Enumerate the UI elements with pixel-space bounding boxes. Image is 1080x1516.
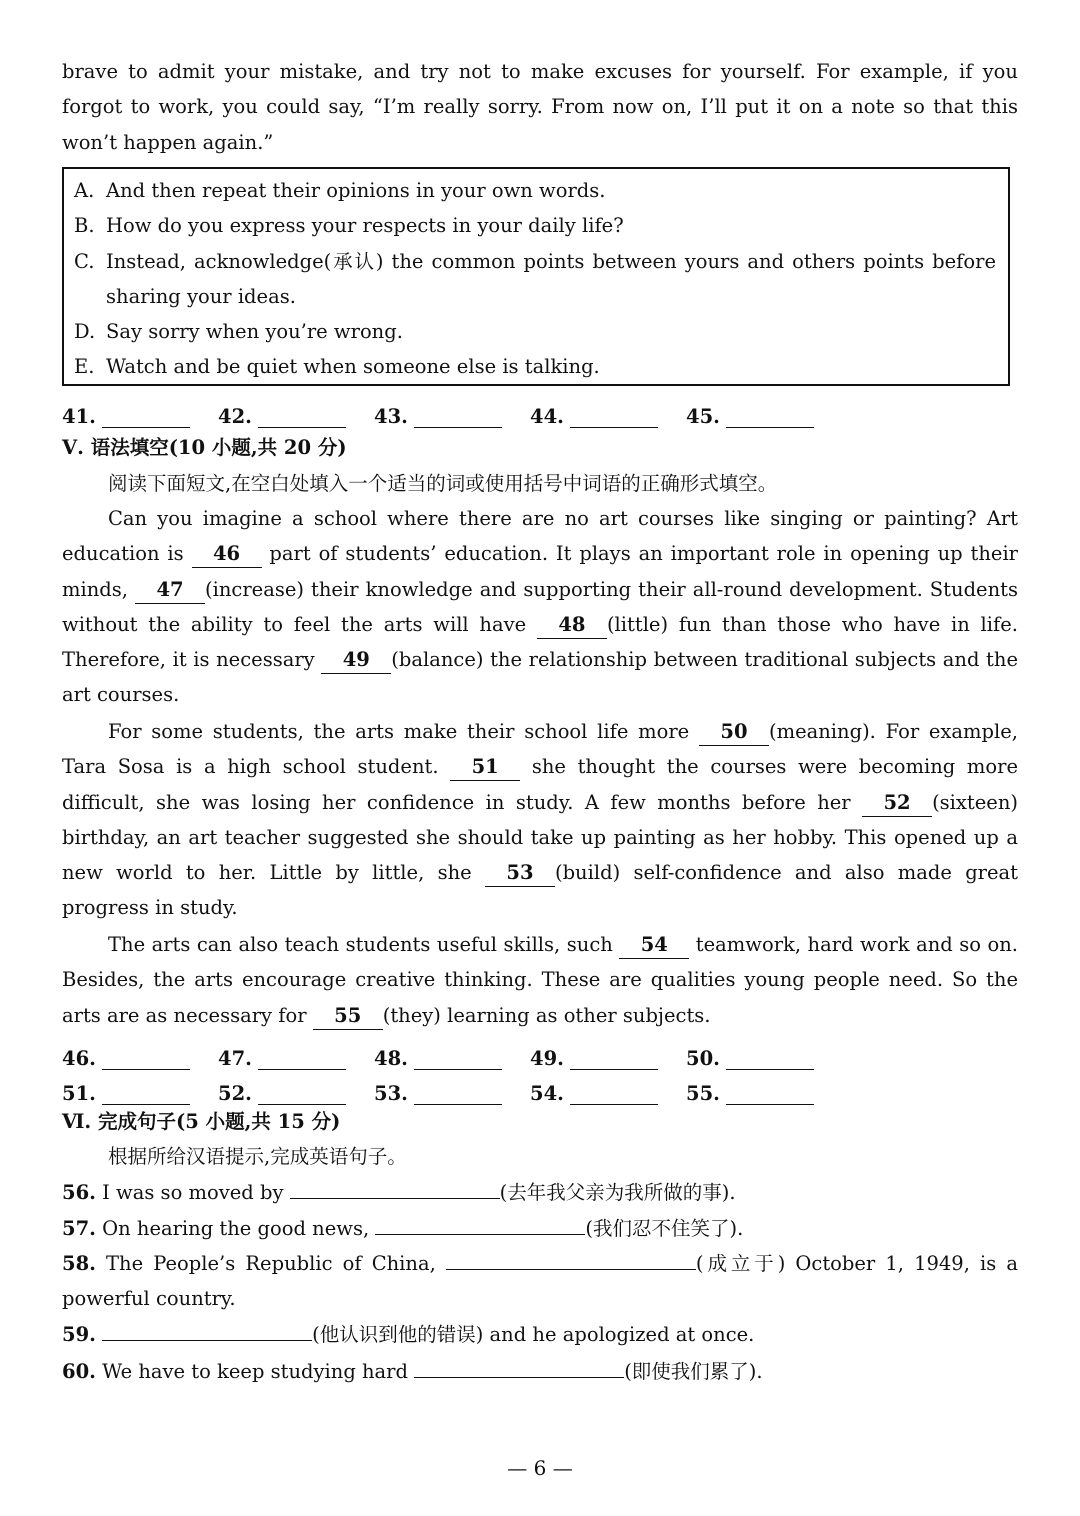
option-label: C. <box>74 249 95 273</box>
answer-blank[interactable] <box>102 403 190 428</box>
option-label: E. <box>74 355 95 379</box>
answer-number: 49. <box>530 1047 564 1070</box>
option-c <box>74 244 996 315</box>
passage-text: (increase) their knowledge and supporting their all-round development. Students without the ability to feel the arts will have <box>62 577 1018 636</box>
cloze-blank-52[interactable]: 52 <box>862 790 932 817</box>
answer-blank[interactable] <box>726 403 814 428</box>
passage-text: (meaning). For example, Tara Sosa is a high school student. <box>62 720 1018 779</box>
answer-blank[interactable] <box>446 1245 696 1270</box>
chinese-hint: (他认识到他的错误) and he apologized at once. <box>312 1323 755 1346</box>
cloze-blank-51[interactable]: 51 <box>450 754 520 781</box>
passage-text: she thought the courses were becoming more difficult, she was losing her confidence in study. A few months before her <box>62 755 1018 814</box>
option-label: B. <box>74 214 95 238</box>
answer-row-51-55 <box>62 1073 862 1105</box>
passage-text: (sixteen) birthday, an art teacher suggested she should take up painting as her hobby. This opened up a new world to her. Little by little, she <box>62 790 1018 885</box>
answer-row-41-45 <box>62 396 862 428</box>
option-text: Watch and be quiet when someone else is talking. <box>106 355 600 379</box>
answer-slot-45 <box>686 403 842 428</box>
question-number: 60. <box>62 1360 96 1383</box>
answer-slot-52 <box>218 1080 374 1105</box>
cloze-blank-54[interactable]: 54 <box>619 932 689 959</box>
question-59 <box>62 1316 1018 1352</box>
answer-number: 53. <box>374 1082 408 1105</box>
passage-text: The arts can also teach students useful skills, such <box>108 933 620 956</box>
option-text: Instead, acknowledge(承认) the common points between yours and others points before sharing your ideas. <box>106 249 996 308</box>
answer-slot-55 <box>686 1080 842 1105</box>
section-5-heading: Ⅴ. 语法填空(10 小题,共 20 分) <box>62 436 347 459</box>
passage-text: (build) self-confidence and also made great progress in study. <box>62 861 1018 920</box>
question-number: 58. <box>62 1252 96 1275</box>
question-56 <box>62 1174 1018 1210</box>
answer-blank[interactable] <box>570 1045 658 1070</box>
cloze-blank-48[interactable]: 48 <box>537 612 607 639</box>
cloze-paragraph-3 <box>62 927 1018 1033</box>
option-b <box>74 208 996 243</box>
answer-blank[interactable] <box>102 1316 312 1341</box>
question-text: On hearing the good news, <box>95 1217 376 1240</box>
section-5-instruction: 阅读下面短文,在空白处填入一个适当的词或使用括号中词语的正确形式填空。 <box>108 472 778 495</box>
passage-text: part of students’ education. It plays an important role in opening up their minds, <box>62 542 1018 601</box>
chinese-hint: (成立于) October 1, 1949, is a powerful country. <box>62 1252 1018 1311</box>
question-number: 59. <box>62 1323 96 1346</box>
answer-number: 52. <box>218 1082 252 1105</box>
passage-text: (little) fun than those who have in life. Therefore, it is necessary <box>62 612 1018 672</box>
answer-number: 55. <box>686 1082 720 1105</box>
answer-number: 48. <box>374 1047 408 1070</box>
answer-blank[interactable] <box>102 1080 190 1105</box>
cloze-blank-50[interactable]: 50 <box>699 719 769 746</box>
answer-blank[interactable] <box>414 1080 502 1105</box>
option-e <box>74 349 996 384</box>
answer-slot-53 <box>374 1080 530 1105</box>
passage-text: For some students, the arts make their school life more <box>108 720 699 743</box>
question-number: 56. <box>62 1181 96 1204</box>
answer-number: 54. <box>530 1082 564 1105</box>
option-text: How do you express your respects in your daily life? <box>106 214 624 238</box>
cloze-blank-55[interactable]: 55 <box>313 1003 383 1030</box>
option-label: D. <box>74 320 96 344</box>
chinese-hint: (即使我们累了). <box>624 1360 763 1383</box>
answer-slot-43 <box>374 403 530 428</box>
section-6-instruction: 根据所给汉语提示,完成英语句子。 <box>108 1145 407 1168</box>
answer-number: 45. <box>686 405 720 428</box>
question-58 <box>62 1245 1018 1317</box>
cloze-paragraph-2 <box>62 714 1018 926</box>
passage-text: (balance) the relationship between traditional subjects and the art courses. <box>62 648 1018 707</box>
answer-slot-44 <box>530 403 686 428</box>
answer-number: 50. <box>686 1047 720 1070</box>
chinese-hint: (去年我父亲为我所做的事). <box>499 1181 736 1204</box>
answer-number: 46. <box>62 1047 96 1070</box>
passage-text: teamwork, hard work and so on. Besides, the arts encourage creative thinking. These are qualities young people need. So the arts are as necessary for <box>62 933 1019 1027</box>
option-d <box>74 314 996 349</box>
answer-blank[interactable] <box>258 1045 346 1070</box>
option-text: Say sorry when you’re wrong. <box>106 320 403 344</box>
answer-number: 51. <box>62 1082 96 1105</box>
answer-blank[interactable] <box>414 1045 502 1070</box>
question-60 <box>62 1353 1018 1389</box>
answer-blank[interactable] <box>726 1045 814 1070</box>
answer-slot-46 <box>62 1045 218 1070</box>
page-number: — 6 — <box>507 1456 573 1480</box>
answer-slot-54 <box>530 1080 686 1105</box>
answer-slot-41 <box>62 403 218 428</box>
answer-number: 44. <box>530 405 564 428</box>
passage-text: (they) learning as other subjects. <box>382 1003 711 1027</box>
intro-paragraph: brave to admit your mistake, and try not to make excuses for yourself. For example, if you forgot to work, you could say, “I’m really sorry. From now on, I’ll put it on a note so that this won’t happen again.” <box>62 60 1018 154</box>
option-a <box>74 173 996 208</box>
answer-number: 43. <box>374 405 408 428</box>
answer-number: 41. <box>62 405 96 428</box>
question-text: We have to keep studying hard <box>95 1360 415 1383</box>
option-text: And then repeat their opinions in your own words. <box>106 179 606 202</box>
cloze-blank-53[interactable]: 53 <box>485 860 555 887</box>
option-label: A. <box>74 179 95 202</box>
answer-blank[interactable] <box>102 1045 190 1070</box>
question-57 <box>62 1210 1018 1246</box>
answer-slot-48 <box>374 1045 530 1070</box>
answer-row-46-50 <box>62 1038 862 1070</box>
section-6-heading: Ⅵ. 完成句子(5 小题,共 15 分) <box>62 1110 341 1133</box>
answer-blank[interactable] <box>570 403 658 428</box>
answer-number: 42. <box>218 405 252 428</box>
answer-blank[interactable] <box>258 1080 346 1105</box>
question-text: I was so moved by <box>95 1181 290 1204</box>
question-text: The People’s Republic of China, <box>95 1252 446 1275</box>
cloze-paragraph-1 <box>62 501 1018 713</box>
answer-number: 47. <box>218 1047 252 1070</box>
answer-blank[interactable] <box>414 403 502 428</box>
question-number: 57. <box>62 1217 96 1240</box>
cloze-blank-49[interactable]: 49 <box>321 647 391 674</box>
passage-text: Can you imagine a school where there are no art courses like singing or painting? Art education is <box>62 507 1018 566</box>
answer-slot-51 <box>62 1080 218 1105</box>
answer-blank[interactable] <box>375 1210 585 1235</box>
answer-blank[interactable] <box>570 1080 658 1105</box>
answer-slot-49 <box>530 1045 686 1070</box>
cloze-blank-47[interactable]: 47 <box>135 577 205 604</box>
chinese-hint: (我们忍不住笑了). <box>585 1217 744 1240</box>
answer-slot-50 <box>686 1045 842 1070</box>
options-box <box>62 167 1010 386</box>
cloze-blank-46[interactable]: 46 <box>192 541 262 568</box>
answer-slot-47 <box>218 1045 374 1070</box>
answer-slot-42 <box>218 403 374 428</box>
answer-blank[interactable] <box>258 403 346 428</box>
answer-blank[interactable] <box>726 1080 814 1105</box>
answer-blank[interactable] <box>290 1174 500 1199</box>
answer-blank[interactable] <box>414 1353 624 1378</box>
